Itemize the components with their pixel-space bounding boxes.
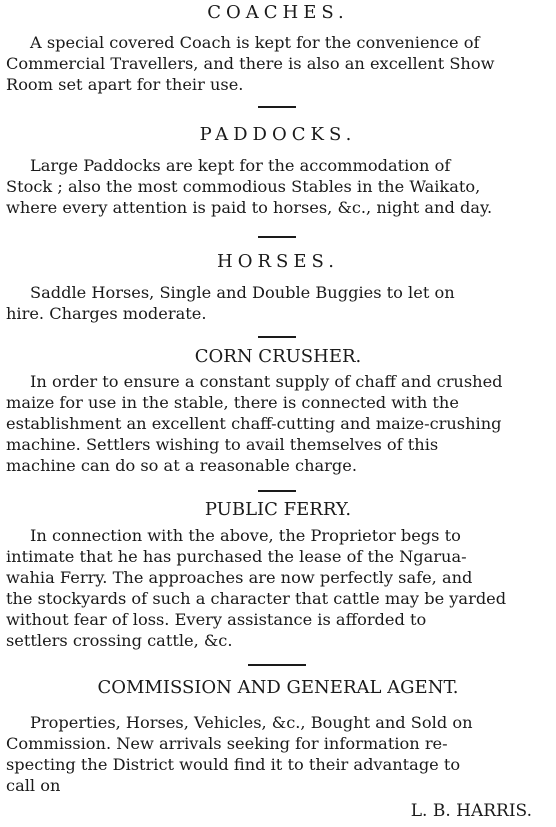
heading-public-ferry: PUBLIC FERRY.: [204, 499, 352, 520]
section-divider: [248, 664, 306, 666]
text-line: machine. Settlers wishing to avail themselves of this: [6, 435, 439, 454]
text-line: settlers crossing cattle, &c.: [6, 631, 233, 650]
text-line: establishment an excellent chaff-cutting and maize-crushing: [6, 414, 502, 433]
text-line: Commercial Travellers, and there is also an excellent Show: [6, 54, 495, 73]
text-line: In order to ensure a constant supply of chaff and crushed: [30, 372, 503, 391]
signature: L. B. HARRIS.: [410, 801, 532, 821]
heading-coaches: COACHES.: [207, 2, 349, 23]
paragraph-paddocks: [6, 155, 552, 218]
section-divider: [258, 336, 296, 338]
text-line: without fear of loss. Every assistance is afforded to: [6, 610, 427, 629]
section-divider: [258, 106, 296, 108]
text-line: call on: [6, 776, 61, 795]
paragraph-corn-crusher: [6, 371, 552, 476]
heading-corn-crusher: CORN CRUSHER.: [194, 346, 362, 367]
text-line: Stock ; also the most commodious Stables in the Waikato,: [6, 177, 481, 196]
text-line: Saddle Horses, Single and Double Buggies to let on: [30, 283, 455, 302]
heading-commission-agent: COMMISSION AND GENERAL AGENT.: [97, 677, 459, 698]
text-line: A special covered Coach is kept for the convenience of: [30, 33, 480, 52]
paragraph-commission-agent: [6, 712, 552, 796]
text-line: In connection with the above, the Proprietor begs to: [30, 526, 461, 545]
heading-horses: HORSES.: [217, 251, 339, 272]
text-line: where every attention is paid to horses, &c., night and day.: [6, 198, 493, 217]
text-line: machine can do so at a reasonable charge.: [6, 456, 357, 475]
section-divider: [258, 490, 296, 492]
heading-paddocks: PADDOCKS.: [199, 124, 357, 145]
text-line: intimate that he has purchased the lease of the Ngarua-: [6, 547, 467, 566]
text-line: Properties, Horses, Vehicles, &c., Bought and Sold on: [30, 713, 473, 732]
text-line: Commission. New arrivals seeking for information re-: [6, 734, 448, 753]
text-line: hire. Charges moderate.: [6, 304, 207, 323]
text-line: maize for use in the stable, there is connected with the: [6, 393, 459, 412]
text-line: specting the District would find it to their advantage to: [6, 755, 461, 774]
text-line: Large Paddocks are kept for the accommodation of: [30, 156, 451, 175]
text-line: the stockyards of such a character that cattle may be yarded: [6, 589, 507, 608]
paragraph-coaches: [6, 32, 552, 95]
paragraph-public-ferry: [6, 525, 552, 651]
text-line: Room set apart for their use.: [6, 75, 244, 94]
section-divider: [258, 236, 296, 238]
paragraph-horses: [6, 282, 552, 324]
text-line: wahia Ferry. The approaches are now perfectly safe, and: [6, 568, 473, 587]
